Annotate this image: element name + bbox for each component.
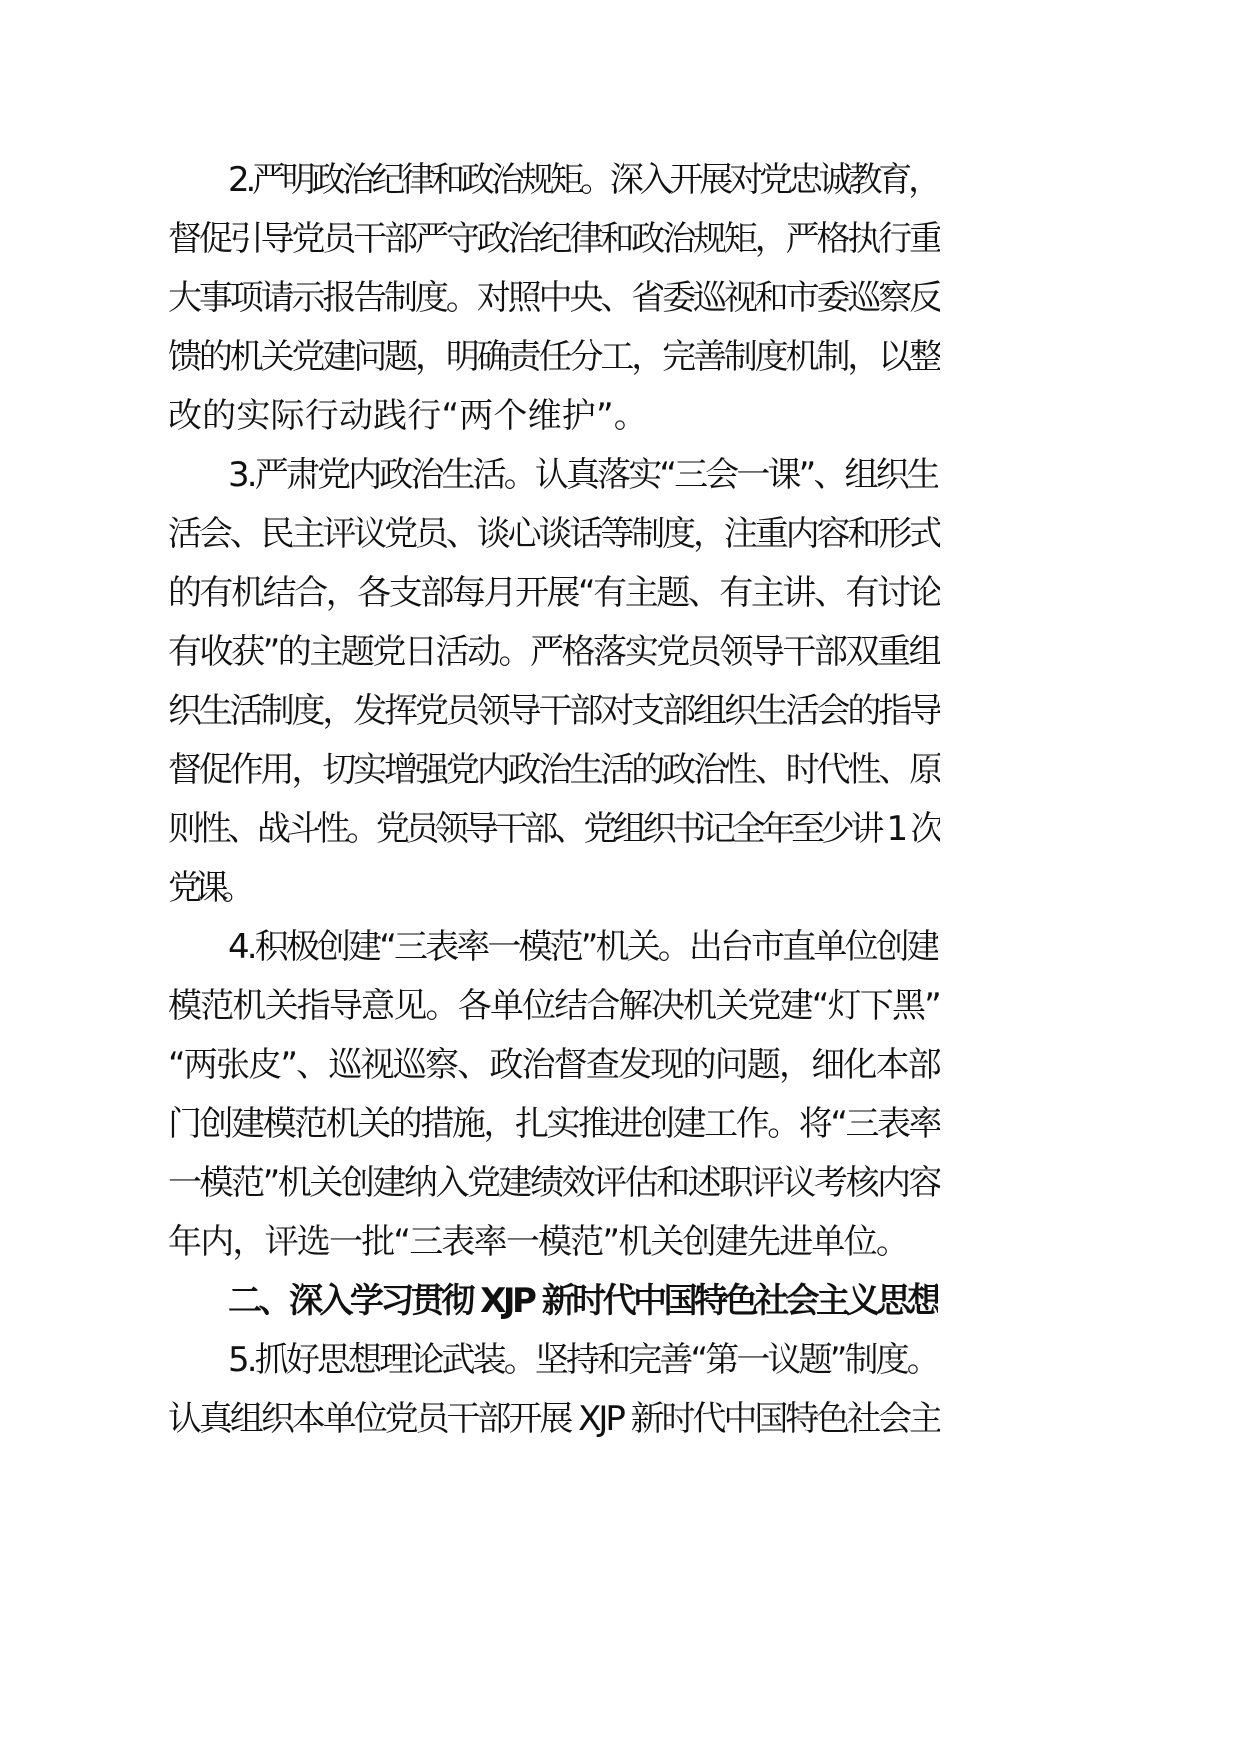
paragraph-4-line-5: 一模范”机关创建纳入党建绩效评估和述职评议考核内容 [168,1163,940,1203]
paragraph-3-line-6: 督促作用，切实增强党内政治生活的政治性、时代性、原 [168,750,940,790]
paragraph-4-line-3: “两张皮”、巡视巡察、政治督查发现的问题，细化本部 [168,1045,940,1085]
paragraph-4-line-4: 门创建模范机关的措施，扎实推进创建工作。将“三表率 [168,1104,940,1144]
paragraph-4-line-6: 年内，评选一批“三表率一模范”机关创建先进单位。 [168,1222,908,1262]
paragraph-2-line-2: 督促引导党员干部严守政治纪律和政治规矩，严格执行重 [168,219,940,259]
paragraph-4-line-1: 4.积极创建“三表率一模范”机关。出台市直单位创建 [228,927,938,967]
paragraph-3-line-3: 的有机结合，各支部每月开展“有主题、有主讲、有讨论 [168,573,940,613]
section-heading: 二、深入学习贯彻 XJP 新时代中国特色社会主义思想 [228,1281,938,1321]
paragraph-3-line-5: 织生活制度，发挥党员领导干部对支部组织生活会的指导 [168,691,940,731]
paragraph-2-line-5: 改的实际行动践行“两个维护”。 [168,396,648,436]
paragraph-5-line-2: 认真组织本单位党员干部开展 XJP 新时代中国特色社会主 [168,1399,940,1439]
paragraph-3-line-2: 活会、民主评议党员、谈心谈话等制度，注重内容和形式 [168,514,940,554]
paragraph-5-line-1: 5.抓好思想理论武装。坚持和完善“第一议题”制度。 [228,1340,938,1380]
paragraph-2-line-4: 馈的机关党建问题，明确责任分工，完善制度机制，以整 [168,337,940,377]
paragraph-4-line-2: 模范机关指导意见。各单位结合解决机关党建“灯下黑” [168,986,940,1026]
paragraph-3-line-1: 3.严肃党内政治生活。认真落实“三会一课”、组织生 [228,455,938,495]
paragraph-3-line-8: 党课。 [168,868,248,908]
paragraph-2-line-1: 2.严明政治纪律和政治规矩。深入开展对党忠诚教育， [228,160,938,200]
paragraph-3-line-4: 有收获”的主题党日活动。严格落实党员领导干部双重组 [168,632,940,672]
paragraph-3-line-7: 则性、战斗性。党员领导干部、党组织书记全年至少讲 1 次 [168,809,940,849]
paragraph-2-line-3: 大事项请示报告制度。对照中央、省委巡视和市委巡察反 [168,278,940,318]
